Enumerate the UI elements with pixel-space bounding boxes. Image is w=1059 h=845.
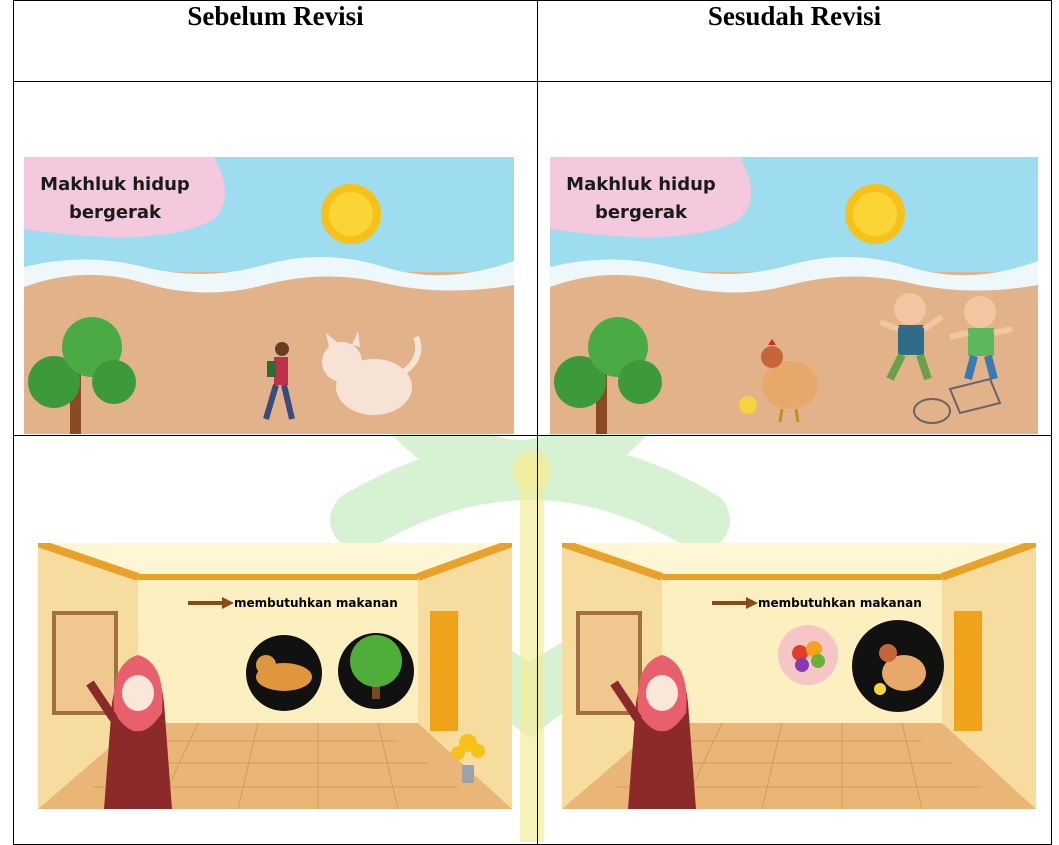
cell-indoor-after [538, 436, 1052, 845]
scene-indoor-before-art [38, 543, 512, 809]
scene-indoor-before [38, 543, 512, 809]
chick-icon [739, 396, 757, 414]
fruit-bowl-icon [778, 625, 838, 685]
hen-circle-icon [852, 620, 944, 712]
comparison-table [13, 0, 1052, 845]
header-before: Sebelum Revisi [14, 1, 538, 82]
tree-circle-icon [338, 633, 414, 709]
header-after: Sesudah Revisi [538, 1, 1052, 82]
scene-title: Makhluk hidup bergerak [40, 174, 190, 223]
food-need-label: membutuhkan makanan [234, 596, 398, 610]
scene-title: Makhluk hidup bergerak [566, 174, 716, 223]
tiger-icon [246, 635, 322, 711]
scene-indoor-after-art [562, 543, 1036, 809]
scene-indoor-after [562, 543, 1036, 809]
cell-outdoor-after [538, 82, 1052, 436]
scene-outdoor-after [550, 157, 1038, 434]
cell-indoor-before [14, 436, 538, 845]
sun-icon [321, 184, 381, 244]
scene-outdoor-before [24, 157, 514, 434]
food-need-label: membutuhkan makanan [758, 596, 922, 610]
sun-icon [845, 184, 905, 244]
cell-outdoor-before [14, 82, 538, 436]
